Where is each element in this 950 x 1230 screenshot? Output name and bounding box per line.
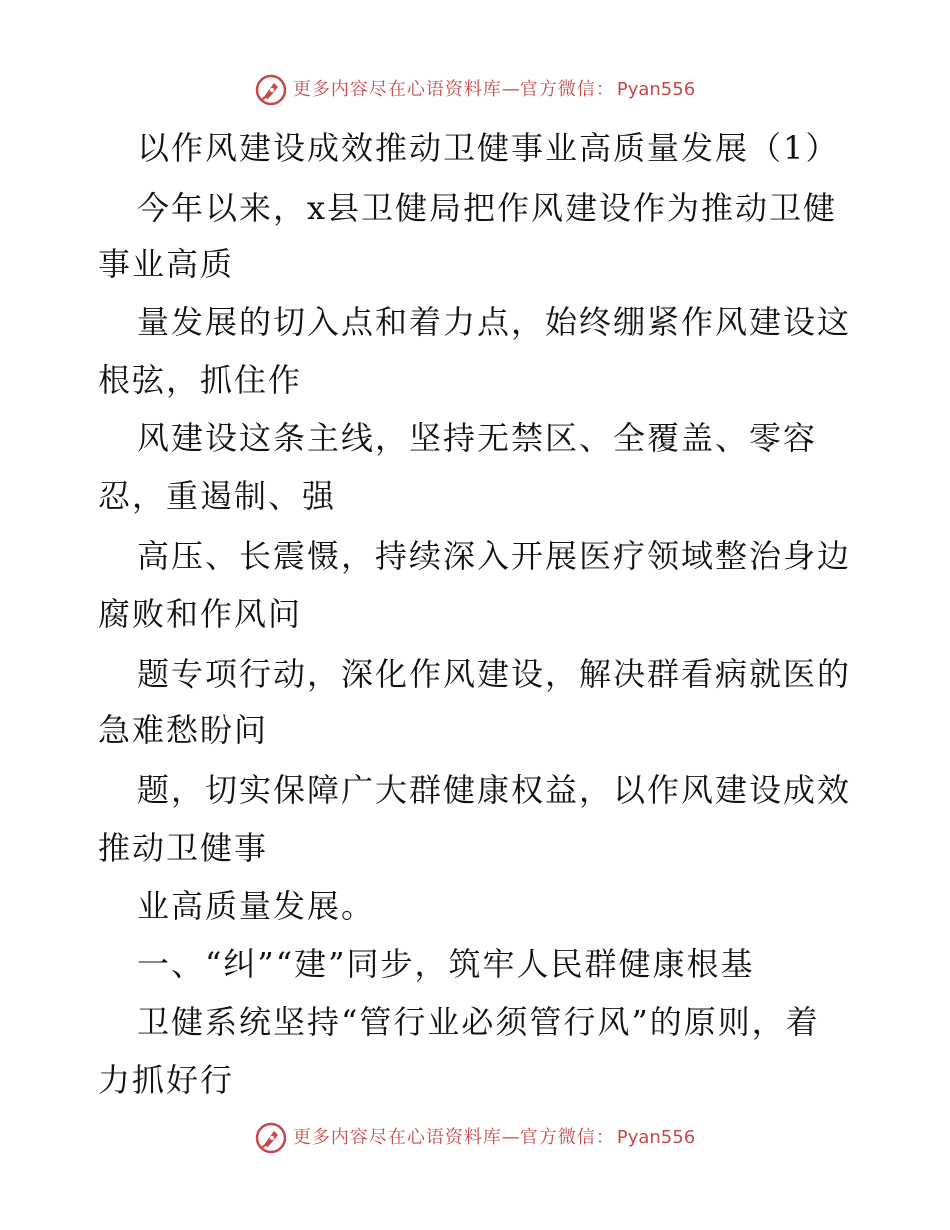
pen-nib-logo-icon: [255, 1122, 287, 1154]
paragraph-line: 今年以来，x县卫健局把作风建设作为推动卫健: [137, 189, 838, 227]
watermark-main-text: 更多内容尽在心语资料库: [292, 79, 502, 100]
paragraph-line: 急难愁盼问: [98, 711, 269, 749]
watermark-wechat-id: Pyan556: [616, 1127, 696, 1148]
paragraph-line: 根弦，抓住作: [98, 361, 303, 399]
paragraph-line: 业高质量发展。: [137, 887, 376, 925]
watermark-main-text: 更多内容尽在心语资料库: [292, 1127, 502, 1148]
paragraph-line: 题专项行动，深化作风建设，解决群看病就医的: [137, 655, 852, 693]
watermark-wechat-id: Pyan556: [616, 79, 696, 100]
paragraph-line: 卫健系统坚持“管行业必须管行风”的原则，着: [137, 1003, 820, 1041]
paragraph-line: 腐败和作风问: [98, 595, 303, 633]
paragraph-line: 风建设这条主线，坚持无禁区、全覆盖、零容: [137, 419, 818, 457]
section-heading: 一、“纠”“建”同步，筑牢人民群健康根基: [137, 945, 755, 983]
watermark-wechat-label: 官方微信：: [519, 79, 615, 100]
paragraph-line: 高压、长震慑，持续深入开展医疗领域整治身边: [137, 537, 852, 575]
watermark-separator: —: [501, 79, 520, 100]
paragraph-line: 推动卫健事: [98, 829, 269, 867]
paragraph-line: 量发展的切入点和着力点，始终绷紧作风建设这: [137, 303, 852, 341]
paragraph-line: 事业高质: [98, 245, 235, 283]
paragraph-line: 忍，重遏制、强: [98, 477, 337, 515]
watermark-separator: —: [501, 1127, 520, 1148]
watermark-wechat-label: 官方微信：: [519, 1127, 615, 1148]
footer-watermark: [0, 1118, 950, 1158]
paragraph-line: 力抓好行: [98, 1061, 235, 1099]
document-title: 以作风建设成效推动卫健事业高质量发展（1）: [137, 129, 840, 167]
paragraph-line: 题，切实保障广大群健康权益，以作风建设成效: [137, 771, 852, 809]
